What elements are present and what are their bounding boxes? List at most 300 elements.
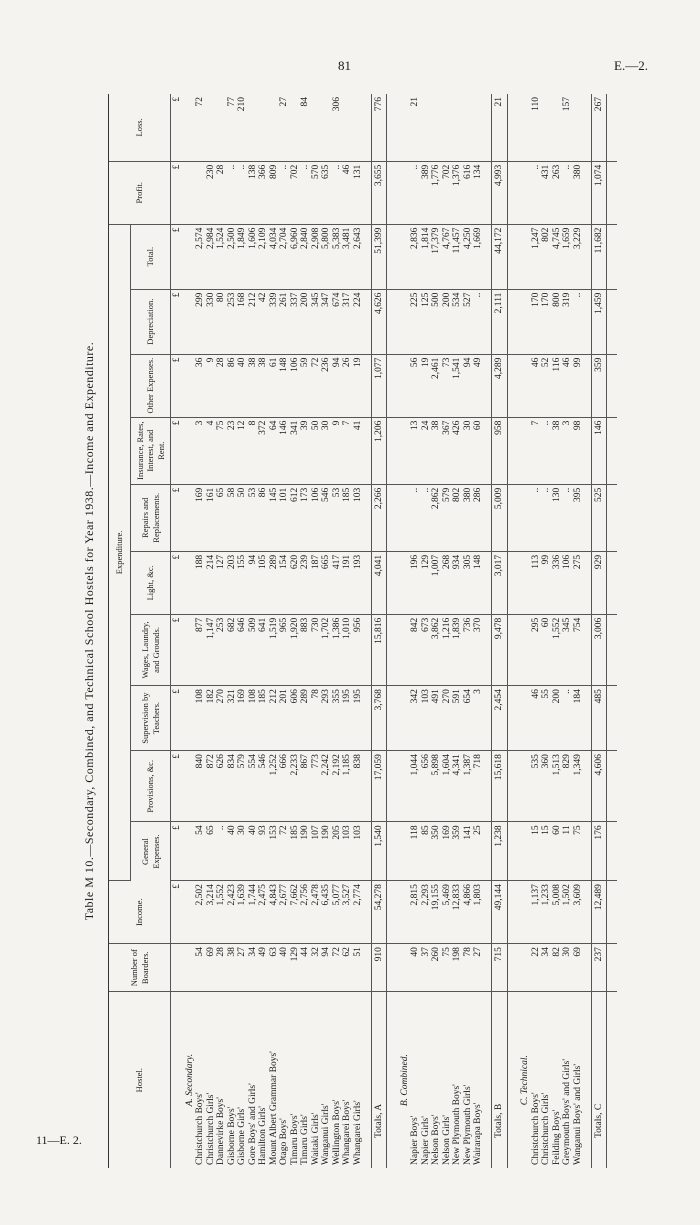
empty-cell: [182, 551, 196, 614]
value-cell: 1,185: [342, 751, 353, 822]
empty-cell: [397, 751, 411, 822]
value-cell: 1,137: [531, 881, 542, 944]
empty-cell: [397, 417, 411, 484]
empty-cell: [484, 881, 492, 944]
value-cell: 40: [237, 354, 248, 417]
hostel-name: Feilding Boys': [551, 1109, 562, 1165]
total-value: 15,816: [371, 614, 387, 685]
value-cell: 342: [410, 686, 421, 751]
header-repairs: Repairs and Replacements.: [131, 484, 171, 551]
empty-cell: [517, 751, 531, 822]
value-cell: 107: [311, 822, 322, 881]
hostel-name: Hamilton Girls': [258, 1106, 268, 1165]
value-cell: [206, 94, 217, 161]
value-cell: 426: [452, 417, 463, 484]
value-cell: 299: [195, 289, 206, 354]
total-value: 958: [492, 417, 508, 484]
value-cell: 2,774: [353, 881, 364, 944]
value-cell: 579: [237, 751, 248, 822]
empty-cell: [607, 94, 617, 161]
empty-cell: [517, 161, 531, 224]
value-cell: 2,574: [195, 224, 206, 289]
value-cell: 19: [353, 354, 364, 417]
empty-cell: [484, 944, 492, 992]
hostel-name: Whangarei Boys': [342, 1099, 352, 1165]
empty-cell: [397, 551, 411, 614]
empty-cell: [484, 551, 492, 614]
value-cell: 40: [248, 822, 259, 881]
table-row: [290, 94, 301, 1168]
empty-cell: [182, 161, 196, 224]
empty-cell: [484, 289, 492, 354]
value-cell: 319: [562, 289, 573, 354]
total-value: 2,454: [492, 686, 508, 751]
hostel-name: New Plymouth Boys': [452, 1084, 462, 1165]
total-value: 4,041: [371, 551, 387, 614]
value-cell: [431, 94, 442, 161]
value-cell: ..: [531, 484, 542, 551]
value-cell: 491: [431, 686, 442, 751]
value-cell: 60: [541, 614, 552, 685]
table-row: [463, 94, 474, 1168]
table-row: [248, 94, 259, 1168]
empty-cell: [583, 289, 591, 354]
totals-row: [591, 94, 607, 1168]
value-cell: 118: [410, 822, 421, 881]
value-cell: 98: [573, 417, 584, 484]
value-cell: 182: [206, 686, 217, 751]
total-value: 1,074: [591, 161, 607, 224]
empty-cell: [397, 881, 411, 944]
total-value: 17,059: [371, 751, 387, 822]
value-cell: 94: [332, 354, 343, 417]
value-cell: 5,077: [332, 881, 343, 944]
value-cell: 620: [290, 551, 301, 614]
value-cell: 1,010: [342, 614, 353, 685]
empty-cell: [517, 686, 531, 751]
value-cell: 141: [463, 822, 474, 881]
value-cell: 131: [353, 161, 364, 224]
value-cell: 54: [195, 944, 206, 992]
value-cell: 49: [473, 354, 484, 417]
value-cell: 12,833: [452, 881, 463, 944]
table-row: [237, 94, 248, 1168]
hostel-name: Christchurch Girls': [205, 1092, 216, 1165]
total-value: 359: [591, 354, 607, 417]
value-cell: [442, 94, 453, 161]
header-general: General Expenses.: [131, 822, 171, 881]
value-cell: 3,862: [431, 614, 442, 685]
value-cell: 3,481: [342, 224, 353, 289]
value-cell: 367: [442, 417, 453, 484]
table-row: [431, 94, 442, 1168]
table-row: [410, 94, 421, 1168]
currency-cell: £: [171, 614, 182, 685]
value-cell: 130: [552, 484, 563, 551]
value-cell: 305: [463, 551, 474, 614]
empty-cell: [387, 551, 397, 614]
empty-cell: [363, 484, 371, 551]
value-cell: 46: [342, 161, 353, 224]
value-cell: 2,836: [410, 224, 421, 289]
value-cell: 345: [562, 614, 573, 685]
value-cell: 754: [573, 614, 584, 685]
empty-cell: [507, 944, 517, 992]
value-cell: 53: [332, 484, 343, 551]
value-cell: [269, 94, 280, 161]
value-cell: 883: [300, 614, 311, 685]
value-cell: 224: [353, 289, 364, 354]
value-cell: 802: [452, 484, 463, 551]
empty-cell: [484, 484, 492, 551]
value-cell: 1,702: [321, 614, 332, 685]
empty-cell: [517, 822, 531, 881]
value-cell: 26: [342, 354, 353, 417]
value-cell: 360: [541, 751, 552, 822]
value-cell: 635: [321, 161, 332, 224]
table-row: [531, 94, 542, 1168]
empty-cell: [607, 751, 617, 822]
value-cell: 275: [573, 551, 584, 614]
totals-row: [492, 94, 508, 1168]
hostel-name: Christchurch Girls': [541, 1092, 551, 1165]
value-cell: 337: [290, 289, 301, 354]
value-cell: 34: [541, 944, 552, 992]
empty-cell: [583, 94, 591, 161]
empty-cell: [507, 224, 517, 289]
value-cell: 11: [562, 822, 573, 881]
hostel-name: Mount Albert Grammar Boys': [268, 1051, 279, 1165]
value-cell: ..: [573, 289, 584, 354]
value-cell: 666: [279, 751, 290, 822]
empty-cell: [517, 354, 531, 417]
value-cell: 116: [552, 354, 563, 417]
value-cell: 842: [410, 614, 421, 685]
empty-cell: [507, 992, 517, 1168]
value-cell: ..: [279, 161, 290, 224]
empty-cell: [387, 417, 397, 484]
value-cell: ..: [410, 484, 421, 551]
value-cell: 108: [248, 686, 259, 751]
value-cell: ..: [332, 161, 343, 224]
value-cell: 30: [321, 417, 332, 484]
empty-cell: [182, 751, 196, 822]
empty-cell: [583, 224, 591, 289]
empty-cell: [507, 614, 517, 685]
value-cell: 60: [473, 417, 484, 484]
value-cell: 682: [227, 614, 238, 685]
value-cell: 956: [353, 614, 364, 685]
value-cell: 702: [442, 161, 453, 224]
empty-cell: [607, 354, 617, 417]
value-cell: 1,669: [473, 224, 484, 289]
empty-cell: [507, 354, 517, 417]
value-cell: 2,478: [311, 881, 322, 944]
value-cell: 42: [258, 289, 269, 354]
value-cell: 2,233: [290, 751, 301, 822]
empty-cell: [607, 161, 617, 224]
value-cell: 108: [195, 686, 206, 751]
header-provisions: Provisions, &c.: [131, 751, 171, 822]
empty-cell: [387, 822, 397, 881]
value-cell: 872: [206, 751, 217, 822]
value-cell: 146: [279, 417, 290, 484]
total-value: 485: [591, 686, 607, 751]
value-cell: 7: [342, 417, 353, 484]
value-cell: 34: [248, 944, 259, 992]
value-cell: 24: [421, 417, 432, 484]
value-cell: 153: [269, 822, 280, 881]
empty-cell: [363, 992, 371, 1168]
section-heading-row: [182, 94, 196, 1168]
empty-cell: [363, 417, 371, 484]
value-cell: 15: [541, 822, 552, 881]
value-cell: 4,034: [269, 224, 280, 289]
empty-cell: [182, 289, 196, 354]
value-cell: [353, 94, 364, 161]
value-cell: 38: [258, 354, 269, 417]
empty-cell: [607, 686, 617, 751]
value-cell: 1,216: [442, 614, 453, 685]
value-cell: 2,815: [410, 881, 421, 944]
empty-cell: [397, 944, 411, 992]
value-cell: 2,908: [311, 224, 322, 289]
value-cell: 527: [463, 289, 474, 354]
value-cell: 93: [258, 822, 269, 881]
value-cell: 196: [410, 551, 421, 614]
value-cell: 185: [290, 822, 301, 881]
empty-cell: [583, 881, 591, 944]
value-cell: 253: [227, 289, 238, 354]
empty-cell: [182, 614, 196, 685]
value-cell: 77: [227, 94, 238, 161]
table-row: [227, 94, 238, 1168]
header-supervision: Supervision by Teachers.: [131, 686, 171, 751]
value-cell: 736: [463, 614, 474, 685]
total-value: 44,172: [492, 224, 508, 289]
value-cell: 838: [353, 751, 364, 822]
value-cell: 345: [311, 289, 322, 354]
value-cell: 170: [531, 289, 542, 354]
value-cell: 65: [206, 822, 217, 881]
value-cell: 4,745: [552, 224, 563, 289]
empty-cell: [484, 161, 492, 224]
table-row: [216, 94, 227, 1168]
empty-cell: [507, 822, 517, 881]
empty-cell: [363, 94, 371, 161]
value-cell: 200: [300, 289, 311, 354]
value-cell: 1,524: [216, 224, 227, 289]
header-total: Total.: [131, 224, 171, 289]
value-cell: 169: [237, 686, 248, 751]
income-expenditure-table: [108, 94, 617, 1168]
value-cell: 260: [431, 944, 442, 992]
table-row: [321, 94, 332, 1168]
currency-cell: £: [171, 224, 182, 289]
value-cell: 198: [452, 944, 463, 992]
value-cell: 127: [216, 551, 227, 614]
table-row: [442, 94, 453, 1168]
value-cell: 612: [290, 484, 301, 551]
value-cell: 3,229: [573, 224, 584, 289]
value-cell: 591: [452, 686, 463, 751]
value-cell: 606: [290, 686, 301, 751]
value-cell: 1,849: [237, 224, 248, 289]
value-cell: [552, 94, 563, 161]
empty-cell: [387, 992, 397, 1168]
spacer-row: [387, 94, 397, 1168]
value-cell: 7: [531, 417, 542, 484]
empty-cell: [517, 551, 531, 614]
value-cell: ..: [237, 161, 248, 224]
value-cell: 193: [353, 551, 364, 614]
table-row: [269, 94, 280, 1168]
currency-row: [171, 94, 182, 1168]
value-cell: 802: [541, 224, 552, 289]
empty-cell: [397, 354, 411, 417]
value-cell: 17,379: [431, 224, 442, 289]
empty-cell: [484, 354, 492, 417]
value-cell: 1,814: [421, 224, 432, 289]
value-cell: 673: [421, 614, 432, 685]
value-cell: 773: [311, 751, 322, 822]
empty-cell: [182, 354, 196, 417]
value-cell: 3: [195, 417, 206, 484]
value-cell: 366: [258, 161, 269, 224]
value-cell: 370: [473, 614, 484, 685]
value-cell: 3,527: [342, 881, 353, 944]
value-cell: 239: [300, 551, 311, 614]
value-cell: 2,242: [321, 751, 332, 822]
value-cell: [290, 94, 301, 161]
spacer-row: [607, 94, 617, 1168]
empty-cell: [484, 224, 492, 289]
value-cell: 75: [442, 944, 453, 992]
value-cell: 101: [279, 484, 290, 551]
value-cell: 78: [463, 944, 474, 992]
empty-cell: [484, 614, 492, 685]
value-cell: 1,147: [206, 614, 217, 685]
value-cell: 350: [431, 822, 442, 881]
value-cell: 2,423: [227, 881, 238, 944]
empty-cell: [607, 551, 617, 614]
value-cell: 1,552: [216, 881, 227, 944]
value-cell: 4,250: [463, 224, 474, 289]
hostel-name: Napier Boys': [410, 1115, 420, 1165]
total-value: 49,144: [492, 881, 508, 944]
value-cell: 106: [562, 551, 573, 614]
value-cell: 4,767: [442, 224, 453, 289]
empty-cell: [387, 224, 397, 289]
value-cell: 347: [321, 289, 332, 354]
empty-cell: [607, 417, 617, 484]
value-cell: 38: [248, 354, 259, 417]
value-cell: 2,862: [431, 484, 442, 551]
value-cell: 69: [206, 944, 217, 992]
empty-cell: [363, 161, 371, 224]
value-cell: 654: [463, 686, 474, 751]
value-cell: 934: [452, 551, 463, 614]
hostel-name: Waitaki Girls': [310, 1112, 321, 1165]
value-cell: 155: [237, 551, 248, 614]
totals-label: Totals, C: [591, 992, 607, 1168]
value-cell: 5,383: [332, 224, 343, 289]
value-cell: 80: [216, 289, 227, 354]
value-cell: 55: [541, 686, 552, 751]
currency-cell: £: [171, 484, 182, 551]
empty-cell: [182, 686, 196, 751]
value-cell: 3: [473, 686, 484, 751]
total-value: 11,682: [591, 224, 607, 289]
table-row: [552, 94, 563, 1168]
value-cell: 5,800: [321, 224, 332, 289]
empty-cell: [182, 881, 196, 944]
value-cell: 148: [279, 354, 290, 417]
empty-cell: [387, 881, 397, 944]
spacer-row: [484, 94, 492, 1168]
value-cell: 28: [216, 161, 227, 224]
value-cell: 646: [237, 614, 248, 685]
empty-cell: [583, 551, 591, 614]
value-cell: 103: [353, 822, 364, 881]
value-cell: 185: [342, 484, 353, 551]
total-value: 2,266: [371, 484, 387, 551]
empty-cell: [507, 289, 517, 354]
empty-cell: [387, 751, 397, 822]
currency-cell: £: [171, 94, 182, 161]
value-cell: 5,469: [442, 881, 453, 944]
value-cell: 212: [248, 289, 259, 354]
value-cell: 2,840: [300, 224, 311, 289]
value-cell: 214: [206, 551, 217, 614]
empty-cell: [583, 417, 591, 484]
value-cell: 380: [573, 161, 584, 224]
total-value: 4,606: [591, 751, 607, 822]
value-cell: 1,233: [541, 881, 552, 944]
empty-cell: [583, 614, 591, 685]
value-cell: 38: [552, 417, 563, 484]
value-cell: 105: [258, 551, 269, 614]
value-cell: ..: [531, 161, 542, 224]
value-cell: 40: [227, 822, 238, 881]
value-cell: 1,744: [248, 881, 259, 944]
total-value: 910: [371, 944, 387, 992]
value-cell: 359: [452, 822, 463, 881]
header-depreciation: Depreciation.: [131, 289, 171, 354]
spacer-row: [583, 94, 591, 1168]
value-cell: 1,247: [531, 224, 542, 289]
value-cell: 355: [332, 686, 343, 751]
total-value: 3,006: [591, 614, 607, 685]
value-cell: 4,843: [269, 881, 280, 944]
hostel-name: Wellington Boys': [331, 1099, 342, 1165]
value-cell: 2,704: [279, 224, 290, 289]
value-cell: 7,662: [290, 881, 301, 944]
empty-cell: [517, 289, 531, 354]
value-cell: 1,776: [431, 161, 442, 224]
table-row: [332, 94, 343, 1168]
total-value: 1,077: [371, 354, 387, 417]
empty-cell: [387, 944, 397, 992]
value-cell: 195: [353, 686, 364, 751]
currency-cell: [171, 944, 182, 992]
table-row: [353, 94, 364, 1168]
page-footer: 11—E. 2.: [36, 1133, 82, 1147]
totals-row: [371, 94, 387, 1168]
value-cell: 23: [227, 417, 238, 484]
value-cell: 106: [311, 484, 322, 551]
value-cell: 200: [552, 686, 563, 751]
